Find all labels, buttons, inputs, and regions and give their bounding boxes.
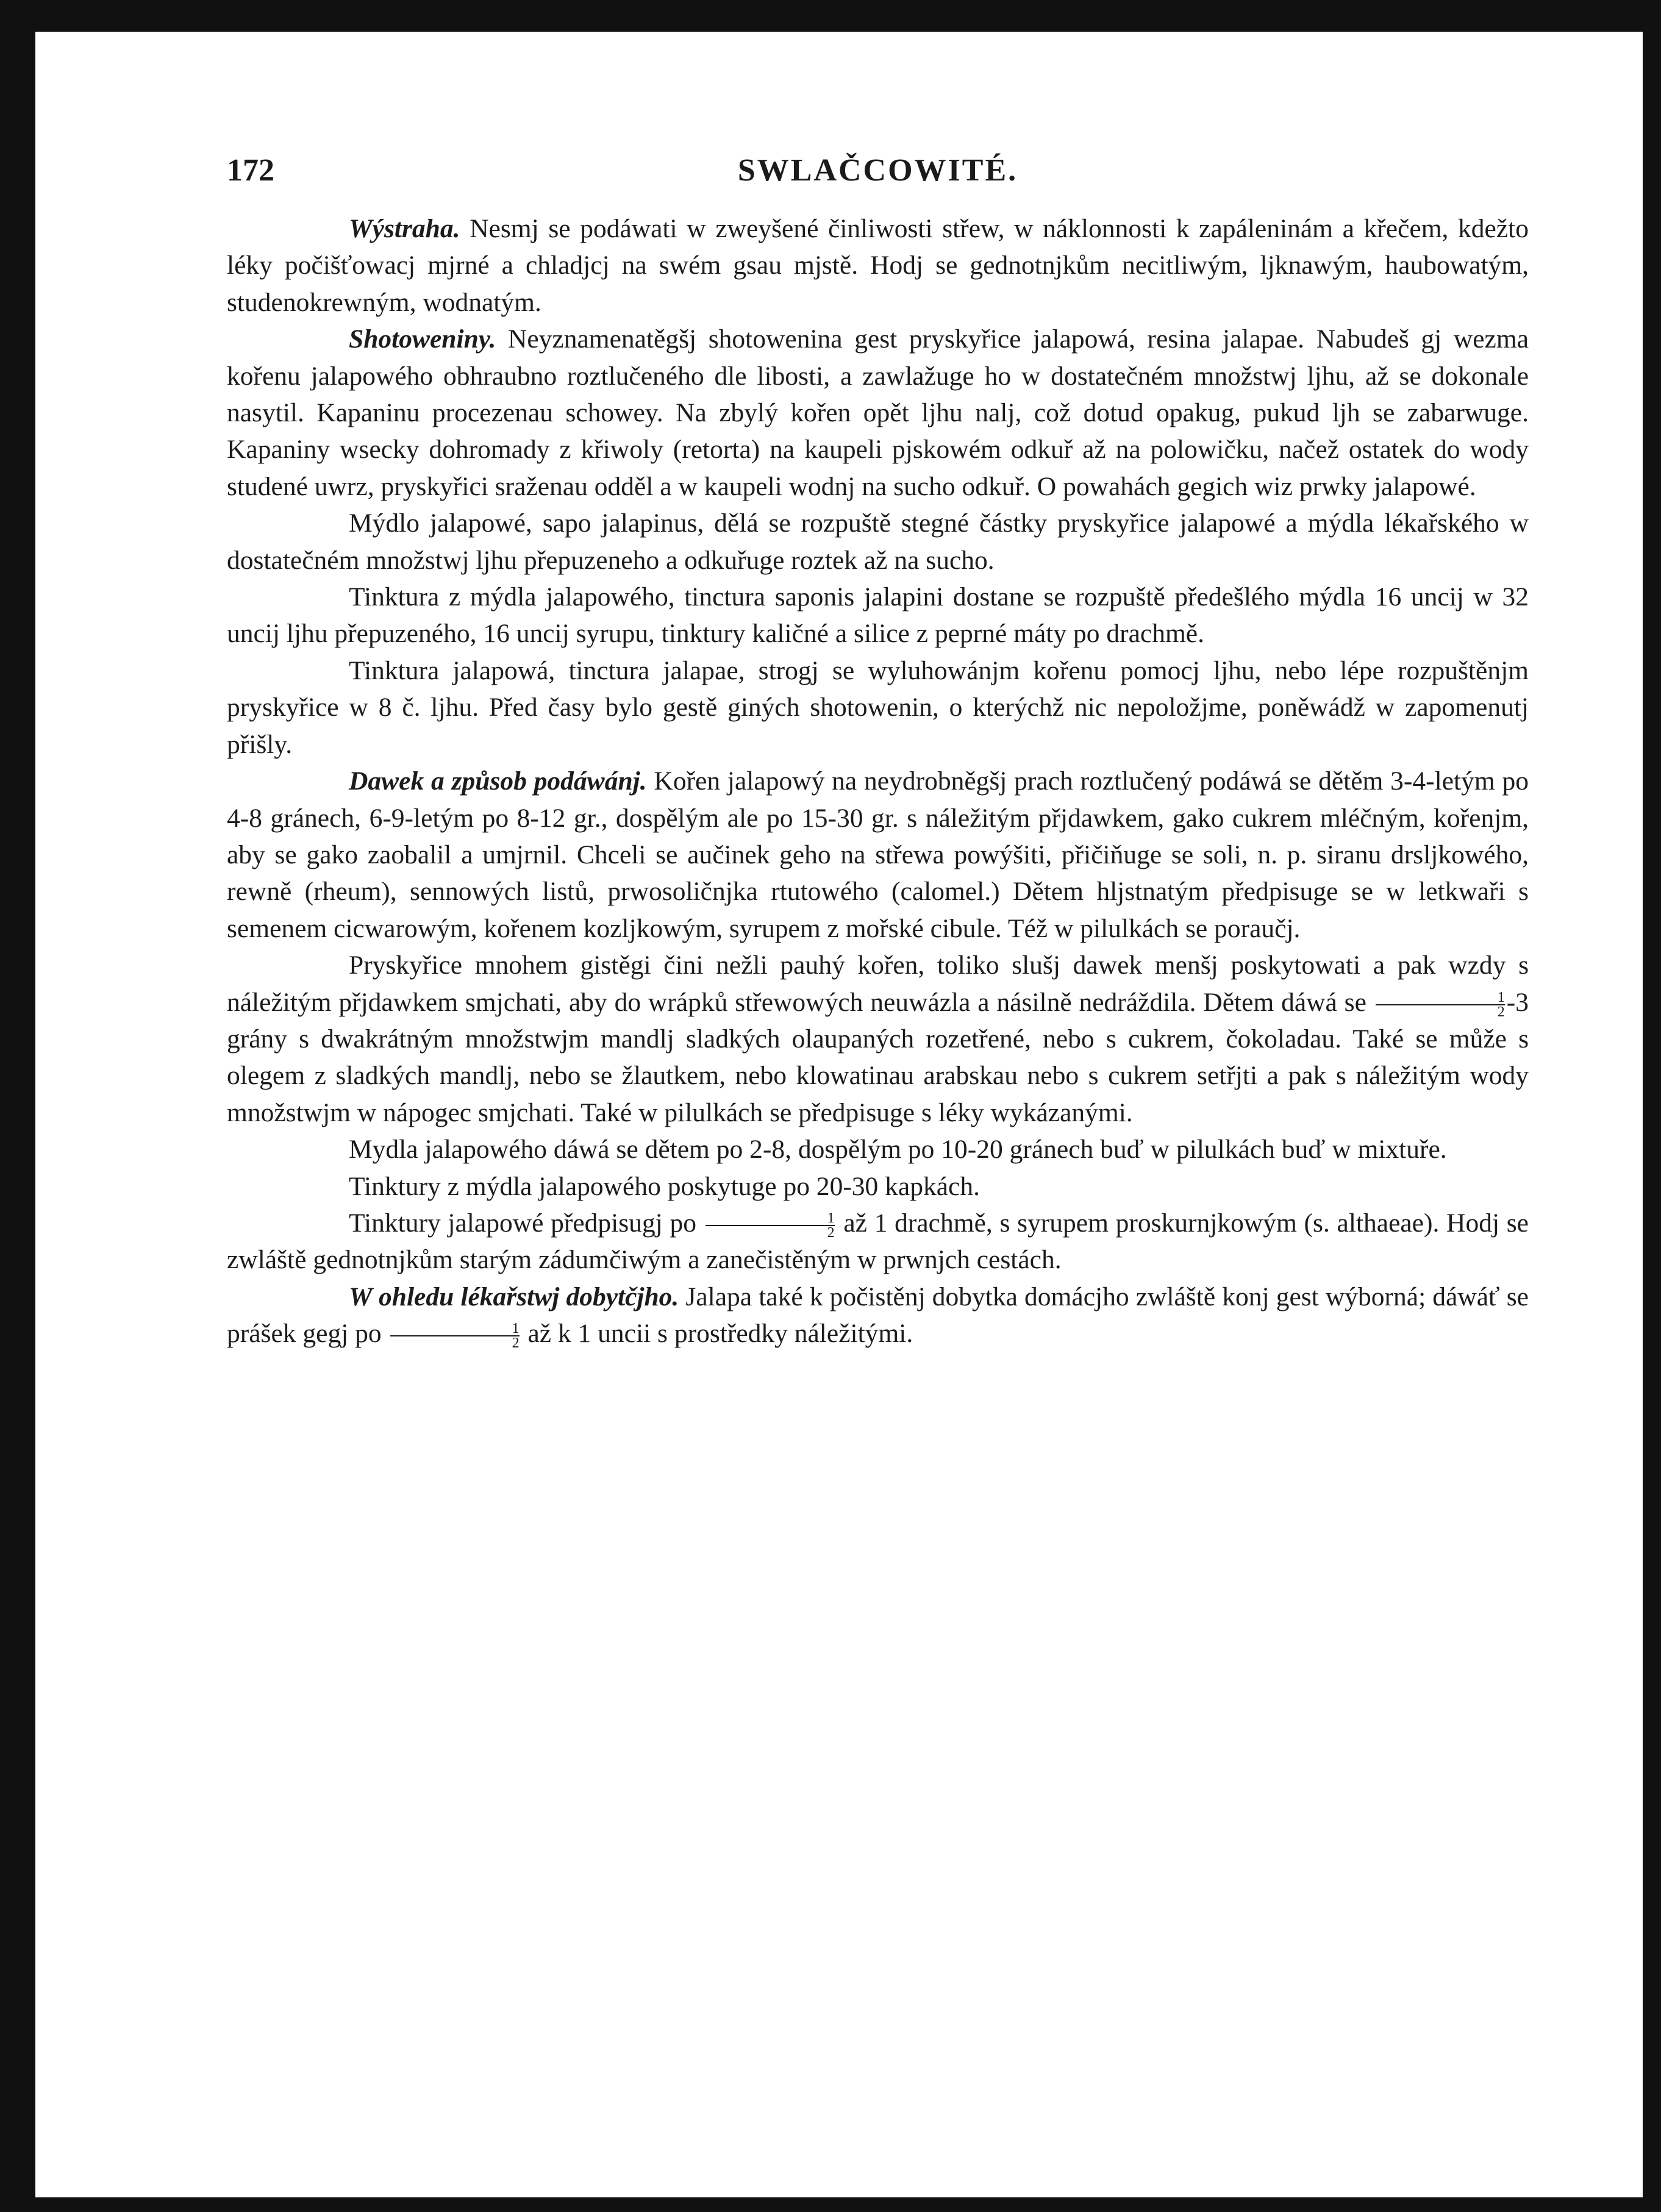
paragraph-lead: Shotoweniny. — [349, 324, 496, 354]
scan-border-left — [0, 0, 35, 2212]
paragraph-lead: Dawek a způsob podáwánj. — [349, 766, 647, 796]
scan-border-bottom — [0, 2197, 1661, 2212]
paragraph-tinktury-mydla — [227, 1168, 1529, 1205]
paragraph-dobytek — [227, 1279, 1529, 1352]
paragraph-text: Neyznamenatěgšj shotowenina gest pryskyřice jalapowá, resina jalapae. Nabudeš gj wezma kořenu jalapowého obhraubno roztlučeného dle libosti, a zawlažuge ho w dostatečném množstwj ljhu, až se dokonale nasytil. Kapaninu procezenau schowey. Na zbylý kořen opět ljhu nalj, což dotud opakug, pukud ljh se zabarwuge. Kapaniny wsecky dohromady z křiwoly (retorta) na kaupeli pjskowém odkuř až na polowičku, načež ostatek do wody studené uwrz, pryskyřici sraženau odděl a w kaupeli wodnj na sucho odkuř. O powahách gegich wiz prwky jalapowé. — [227, 324, 1529, 501]
fraction: $\frac{1}{2}$ — [388, 1322, 521, 1350]
paragraph-tinktura-mydla — [227, 579, 1529, 652]
paragraph-lead: W ohledu lékařstwj dobytčjho. — [349, 1282, 679, 1311]
paragraph-text: Jalapa také k počistěnj dobytka domácjho zwláště konj gest wýborná; dáwáť se prášek gegj po — [227, 1282, 1529, 1349]
paragraph-text-continued: až k 1 uncii s prostředky náležitými. — [521, 1319, 913, 1349]
paragraph-shotoweniny — [227, 321, 1529, 505]
body-text — [227, 210, 1529, 1352]
page-header — [227, 152, 1529, 189]
paragraph-text: Pryskyřice mnohem gistěgi čini nežli pauhý kořen, toliko slušj dawek menšj poskytowati a pak wzdy s náležitým přjdawkem smjchati, aby do wrápků střewowých neuwázla a násilně nedráždila. Dětem dáwá se — [227, 951, 1529, 1017]
paragraph-wystraha — [227, 210, 1529, 321]
paragraph-text: Mydla jalapowého dáwá se dětem po 2-8, dospělým po 10-20 gránech buď w pilulkách buď w mixtuře. — [349, 1135, 1447, 1165]
paragraph-text: Nesmj se podáwati w zweyšené činliwosti střew, w náklonnosti k zapáleninám a křečem, kdežto léky počišťowacj mjrné a chladjcj na swém gsau mjstě. Hodj se gednotnjkům necitliwým, ljknawým, haubowatým, studenokrewným, wodnatým. — [227, 214, 1529, 317]
paragraph-text: Tinktury z mýdla jalapowého poskytuge po 20-30 kapkách. — [349, 1171, 980, 1201]
paragraph-mydlo — [227, 505, 1529, 579]
paragraph-text-continued: -3 grány s dwakrátným množstwjm mandlj sladkých olaupaných rozetřené, nebo s cukrem, čokoladau. Také se může s olegem z sladkých mandlj, nebo se žlautkem, nebo klowatinau arabskau nebo s cukrem setřjti a pak s náležitým wody množstwjm w nápogec smjchati. Také w pilulkách se předpisuge s léky wykázanými. — [227, 987, 1529, 1127]
paragraph-tinktura-jalapowa — [227, 652, 1529, 763]
running-head: SWLAČCOWITÉ. — [737, 153, 1018, 188]
paragraph-mydla-dawek — [227, 1131, 1529, 1168]
page-number: 172 — [227, 153, 274, 188]
paragraph-text-continued: až 1 drachmě, s syrupem proskurnjkowým (s. althaeae). Hodj se zwláště gednotnjkům starým zádumčiwým a zanečistěným w prwnjch cestách. — [227, 1208, 1529, 1275]
paragraph-text: Tinktury jalapowé předpisugj po — [349, 1208, 696, 1238]
scan-border-top — [0, 0, 1661, 32]
fraction: $\frac{1}{2}$ — [704, 1211, 837, 1240]
paragraph-tinktury-jalapowe — [227, 1205, 1529, 1279]
paragraph-dawek — [227, 763, 1529, 947]
paragraph-text: Tinktura jalapowá, tinctura jalapae, strogj se wyluhowánjm kořenu pomocj ljhu, nebo lépe rozpuštěnjm pryskyřice w 8 č. ljhu. Před časy bylo gestě giných shotowenin, o kterýchž nic nepoložjme, poněwádž w zapomenutj přišly. — [227, 655, 1529, 759]
paragraph-text: Tinktura z mýdla jalapowého, tinctura saponis jalapini dostane se rozpuště předešlého mýdla 16 uncij w 32 uncij ljhu přepuzeného, 16 uncij syrupu, tinktury kaličné a silice z peprné máty po drachmě. — [227, 582, 1529, 649]
paragraph-pryskyrice — [227, 947, 1529, 1131]
paragraph-lead: Wýstraha. — [349, 214, 460, 243]
scan-border-right — [1643, 0, 1661, 2212]
paragraph-text: Mýdlo jalapowé, sapo jalapinus, dělá se rozpuště stegné částky pryskyřice jalapowé a mýdla lékařského w dostatečném množstwj ljhu přepuzeneho a odkuřuge roztek až na sucho. — [227, 508, 1529, 575]
fraction: $\frac{1}{2}$ — [1374, 991, 1507, 1019]
paragraph-text: Kořen jalapowý na neydrobněgšj prach roztlučený podáwá se dětěm 3-4-letým po 4-8 gránech, 6-9-letým po 8-12 gr., dospělým ale po 15-30 gr. s náležitým přjdawkem, gako cukrem mléčným, kořenjm, aby se gako zaobalil a umjrnil. Chceli se aučinek geho na střewa powýšiti, přičiňuge se soli, n. p. siranu drsljkowého, rewně (rheum), sennowých listů, prwosoličnjka rtutowého (calomel.) Dětem hljstnatým předpisuge se w letkwaři s semenem cicwarowým, kořenem kozljkowým, syrupem z mořské cibule. Též w pilulkách se poraučj. — [227, 766, 1529, 943]
